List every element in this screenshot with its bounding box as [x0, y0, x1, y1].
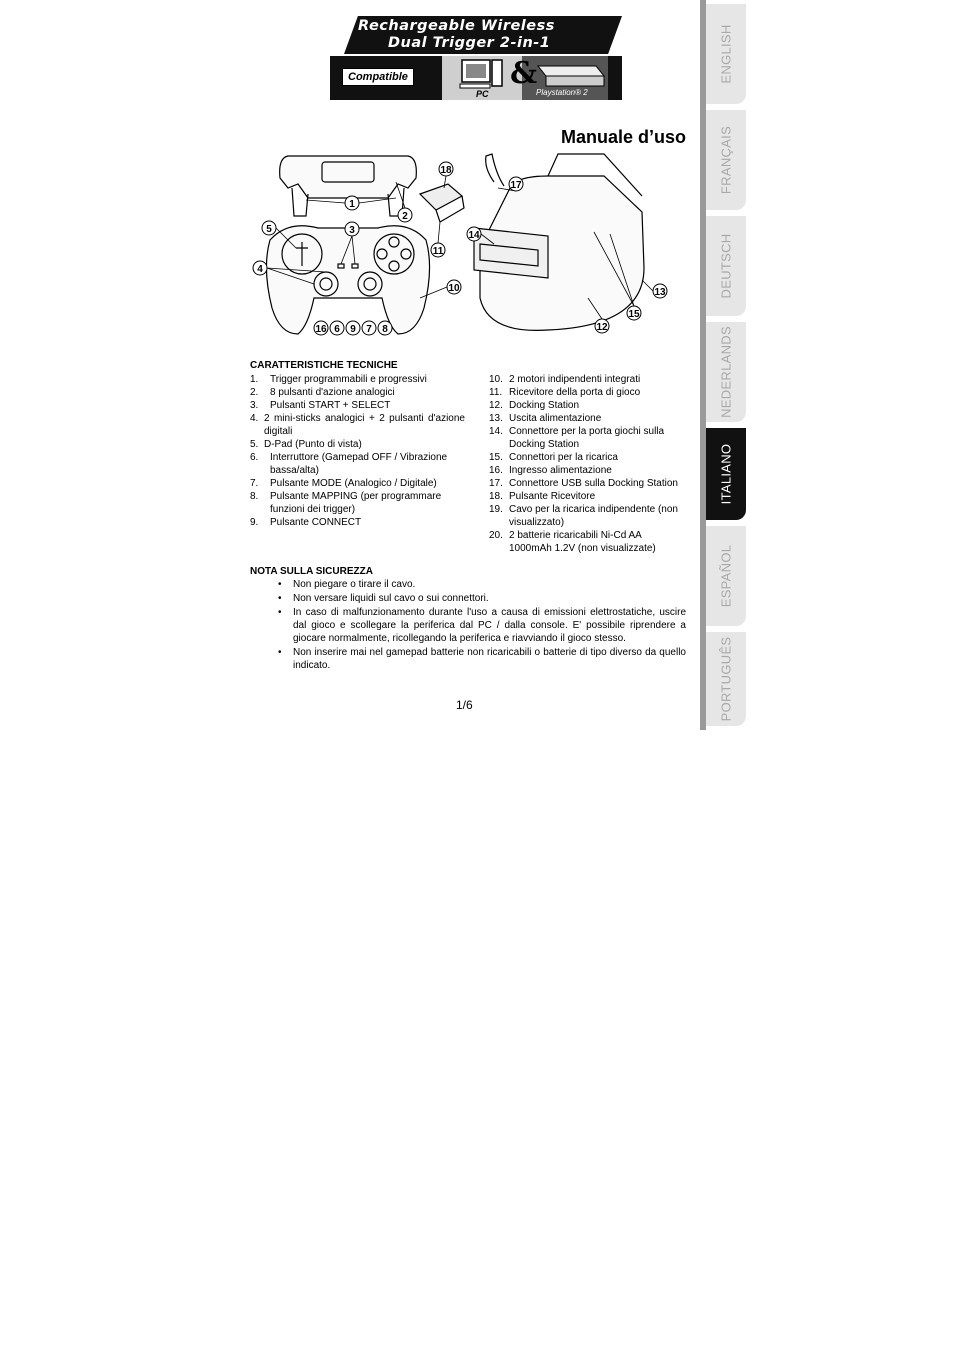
- product-diagram: [248, 148, 674, 340]
- list-item: 5. D-Pad (Punto di vista): [250, 439, 362, 450]
- callout-18: [439, 162, 453, 176]
- page-number: 1/6: [456, 698, 473, 712]
- list-item: • Non piegare o tirare il cavo.: [278, 578, 686, 591]
- ampersand-glyph: &: [510, 56, 538, 91]
- callout-8: [378, 321, 392, 335]
- list-item: 4. 2 mini-sticks analogici + 2 pulsanti d'azione digitali: [250, 413, 465, 437]
- list-item: 8. Pulsante MAPPING (per programmare funzioni dei trigger): [250, 491, 442, 515]
- svg-text:18: 18: [440, 165, 452, 176]
- pc-label: PC: [476, 89, 489, 99]
- svg-text:16: 16: [315, 324, 327, 335]
- product-name-line1: Rechargeable Wireless: [358, 18, 555, 34]
- callout-7: [362, 321, 376, 335]
- svg-text:15: 15: [628, 309, 640, 320]
- list-item: 7. Pulsante MODE (Analogico / Digitale): [250, 478, 437, 489]
- callout-4: [253, 261, 267, 275]
- product-banner: [330, 16, 622, 100]
- list-item: 3. Pulsanti START + SELECT: [250, 400, 391, 411]
- specs-left-list: [250, 373, 465, 529]
- callout-16: [314, 321, 328, 335]
- svg-text:10: 10: [448, 283, 460, 294]
- callout-5: [262, 221, 276, 235]
- svg-text:14: 14: [468, 230, 480, 241]
- list-item: • Non inserire mai nel gamepad batterie non ricaricabili o batterie di tipo diverso da quello indicato.: [278, 646, 686, 672]
- list-item: 10. 2 motori indipendenti integrati: [489, 374, 641, 385]
- list-item: 17. Connettore USB sulla Docking Station: [489, 478, 678, 489]
- specs-right-list: [489, 373, 679, 555]
- svg-text:8: 8: [382, 324, 388, 335]
- list-item: 14. Connettore per la porta giochi sulla Docking Station: [489, 426, 665, 450]
- svg-text:13: 13: [654, 287, 666, 298]
- callout-3: [345, 222, 359, 236]
- callout-15: [627, 306, 641, 320]
- list-item: 9. Pulsante CONNECT: [250, 517, 362, 528]
- list-item: 11. Ricevitore della porta di gioco: [489, 387, 641, 398]
- list-item: • In caso di malfunzionamento durante l'uso a causa di emissioni elettrostatiche, uscire dal gioco e scollegare la periferica dal PC / dalla console. E' possibile riprendere a giocare normalmente, ricollegando la periferica e riavviando il gioco stesso.: [278, 606, 686, 645]
- svg-text:4: 4: [257, 264, 263, 275]
- list-item: • Non versare liquidi sul cavo o sui connettori.: [278, 592, 686, 605]
- list-item: 20. 2 batterie ricaricabili Ni-Cd AA 1000mAh 1.2V (non visualizzate): [489, 530, 656, 554]
- list-item: 15. Connettori per la ricarica: [489, 452, 618, 463]
- callout-6: [330, 321, 344, 335]
- tab-deutsch[interactable]: DEUTSCH: [706, 216, 746, 316]
- callout-10: [447, 280, 461, 294]
- svg-text:1: 1: [349, 199, 355, 210]
- list-item: 2. 8 pulsanti d'azione analogici: [250, 387, 395, 398]
- ps2-label: Playstation® 2: [536, 88, 588, 97]
- safety-list: [278, 578, 686, 673]
- svg-text:6: 6: [334, 324, 340, 335]
- callout-1: [345, 196, 359, 210]
- safety-heading: NOTA SULLA SICUREZZA: [250, 566, 373, 577]
- product-name-line2: Dual Trigger 2-in-1: [388, 35, 551, 51]
- compatible-label: Compatible: [342, 68, 414, 86]
- svg-text:5: 5: [266, 224, 272, 235]
- list-item: 16. Ingresso alimentazione: [489, 465, 612, 476]
- list-item: 19. Cavo per la ricarica indipendente (non visualizzato): [489, 504, 678, 528]
- list-item: 6. Interruttore (Gamepad OFF / Vibrazione bassa/alta): [250, 452, 448, 476]
- list-item: 13. Uscita alimentazione: [489, 413, 602, 424]
- svg-text:2: 2: [402, 211, 408, 222]
- tab-italiano[interactable]: ITALIANO: [706, 428, 746, 520]
- svg-text:9: 9: [350, 324, 356, 335]
- callout-17: [509, 177, 523, 191]
- svg-text:17: 17: [510, 180, 522, 191]
- list-item: 18. Pulsante Ricevitore: [489, 491, 596, 502]
- callout-11: [431, 243, 445, 257]
- callout-14: [467, 227, 481, 241]
- tab-espanol[interactable]: ESPAÑOL: [706, 526, 746, 626]
- callout-2: [398, 208, 412, 222]
- page-title: Manuale d’uso: [560, 127, 686, 147]
- callout-13: [653, 284, 667, 298]
- list-item: 1. Trigger programmabili e progressivi: [250, 374, 427, 385]
- list-item: 12. Docking Station: [489, 400, 580, 411]
- tab-english[interactable]: ENGLISH: [706, 4, 746, 104]
- specs-heading: CARATTERISTICHE TECNICHE: [250, 360, 398, 371]
- svg-text:7: 7: [366, 324, 372, 335]
- svg-text:11: 11: [432, 246, 444, 257]
- tab-portugues[interactable]: PORTUGUÊS: [706, 632, 746, 726]
- tab-francais[interactable]: FRANÇAIS: [706, 110, 746, 210]
- callout-9: [346, 321, 360, 335]
- svg-text:12: 12: [596, 322, 608, 333]
- tab-nederlands[interactable]: NEDERLANDS: [706, 322, 746, 422]
- svg-text:3: 3: [349, 225, 355, 236]
- language-tabs: [700, 0, 750, 730]
- callout-12: [595, 319, 609, 333]
